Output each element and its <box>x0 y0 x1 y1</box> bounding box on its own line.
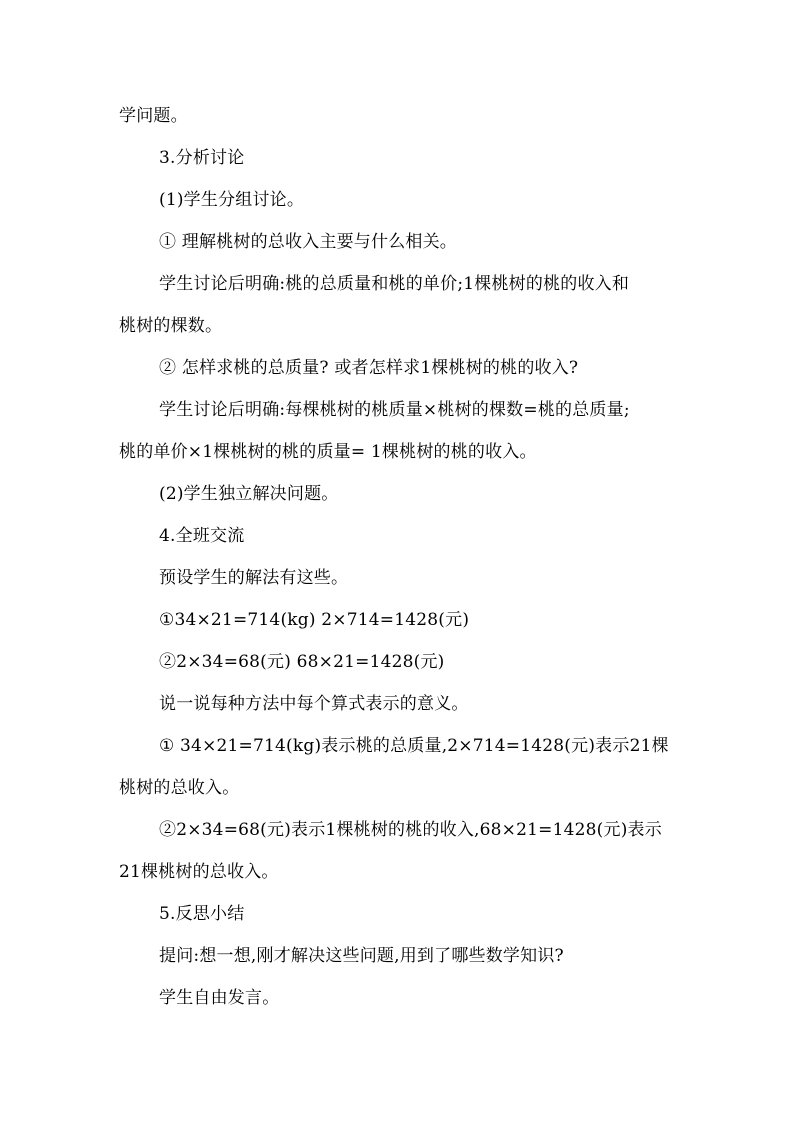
text-line: 学生讨论后明确:桃的总质量和桃的单价;1棵桃树的桃的收入和 <box>159 274 630 294</box>
text-line: 预设学生的解法有这些。 <box>159 568 349 588</box>
formula-line: ①34×21=714(kg) 2×714=1428(元) <box>159 610 470 630</box>
text-line: (2)学生独立解决问题。 <box>159 484 339 504</box>
text-line: 桃的单价×1棵桃树的桃的质量= 1棵桃树的桃的收入。 <box>119 442 537 462</box>
text-line: 提问:想一想,刚才解决这些问题,用到了哪些数学知识? <box>159 946 564 966</box>
section-heading-3: 3.分析讨论 <box>159 148 245 168</box>
section-heading-4: 4.全班交流 <box>159 526 245 546</box>
text-line: 学生自由发言。 <box>159 988 280 1008</box>
text-line: ① 理解桃树的总收入主要与什么相关。 <box>159 232 458 252</box>
text-line: (1)学生分组讨论。 <box>159 190 305 210</box>
text-line: 桃树的棵数。 <box>119 316 223 336</box>
text-line-continuation: 学问题。 <box>119 106 188 126</box>
text-line: ① 34×21=714(kg)表示桃的总质量,2×714=1428(元)表示21棵 <box>159 736 669 756</box>
formula-line: ②2×34=68(元) 68×21=1428(元) <box>159 652 445 672</box>
text-line: ②2×34=68(元)表示1棵桃树的桃的收入,68×21=1428(元)表示 <box>159 820 662 840</box>
text-line: ② 怎样求桃的总质量? 或者怎样求1棵桃树的桃的收入? <box>159 358 579 378</box>
text-line: 桃树的总收入。 <box>119 778 240 798</box>
text-line: 学生讨论后明确:每棵桃树的桃质量×桃树的棵数=桃的总质量; <box>159 400 630 420</box>
text-line: 21棵桃树的总收入。 <box>119 862 279 882</box>
text-line: 说一说每种方法中每个算式表示的意义。 <box>159 694 469 714</box>
section-heading-5: 5.反思小结 <box>159 904 245 924</box>
